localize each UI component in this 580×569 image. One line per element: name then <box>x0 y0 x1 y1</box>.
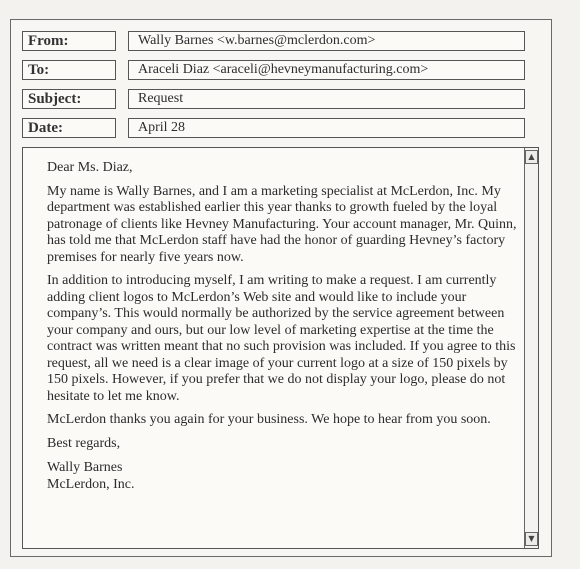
closing: Best regards, <box>47 435 121 451</box>
message-body[interactable] <box>22 147 539 549</box>
paragraph-2: In addition to introducing myself, I am writing to make a request. I am currently adding client logos to McLerdon’s Web site and would like to include your company’s. This would normally be authorized by the service agreement between your company and ours, but our low level of marketing expertise at the time the contract was written meant that no such provision was included. If you agree to this request, all we need is a clear image of your current logo at a size of 150 pixels by 150 pixels. However, if you prefer that we do not display your logo, please do not hesitate to let me know. <box>47 273 516 404</box>
from-label: From: <box>22 31 116 51</box>
scroll-up-icon[interactable]: ▲ <box>525 150 538 164</box>
greeting: Dear Ms. Diaz, <box>47 160 133 175</box>
subject-row <box>22 89 525 109</box>
to-field[interactable]: Araceli Diaz <araceli@hevneymanufacturing.com> <box>128 60 525 80</box>
email-window <box>10 19 552 557</box>
date-label: Date: <box>22 118 116 138</box>
paragraph-3: McLerdon thanks you again for your business. We hope to hear from you soon. <box>47 412 491 427</box>
to-row <box>22 60 525 80</box>
from-field[interactable]: Wally Barnes <w.barnes@mclerdon.com> <box>128 31 525 51</box>
paragraph-1: My name is Wally Barnes, and I am a marketing specialist at McLerdon, Inc. My department was established earlier this year thanks to growth fueled by the loyal patronage of clients like Hevney Manufacturing. Your account manager, Mr. Quinn, has told me that McLerdon staff have had the honor of guarding Hevney’s factory premises for nearly five years now. <box>47 183 517 265</box>
vertical-scrollbar[interactable] <box>524 148 538 548</box>
from-row <box>22 31 525 51</box>
date-row <box>22 118 525 138</box>
date-field[interactable]: April 28 <box>128 118 525 138</box>
subject-field[interactable]: Request <box>128 89 525 109</box>
subject-label: Subject: <box>22 89 116 109</box>
letter-text <box>47 160 517 493</box>
scroll-down-icon[interactable]: ▼ <box>525 532 538 546</box>
signature-company: McLerdon, Inc. <box>47 476 135 492</box>
signature-name: Wally Barnes <box>47 460 123 475</box>
to-label: To: <box>22 60 116 80</box>
